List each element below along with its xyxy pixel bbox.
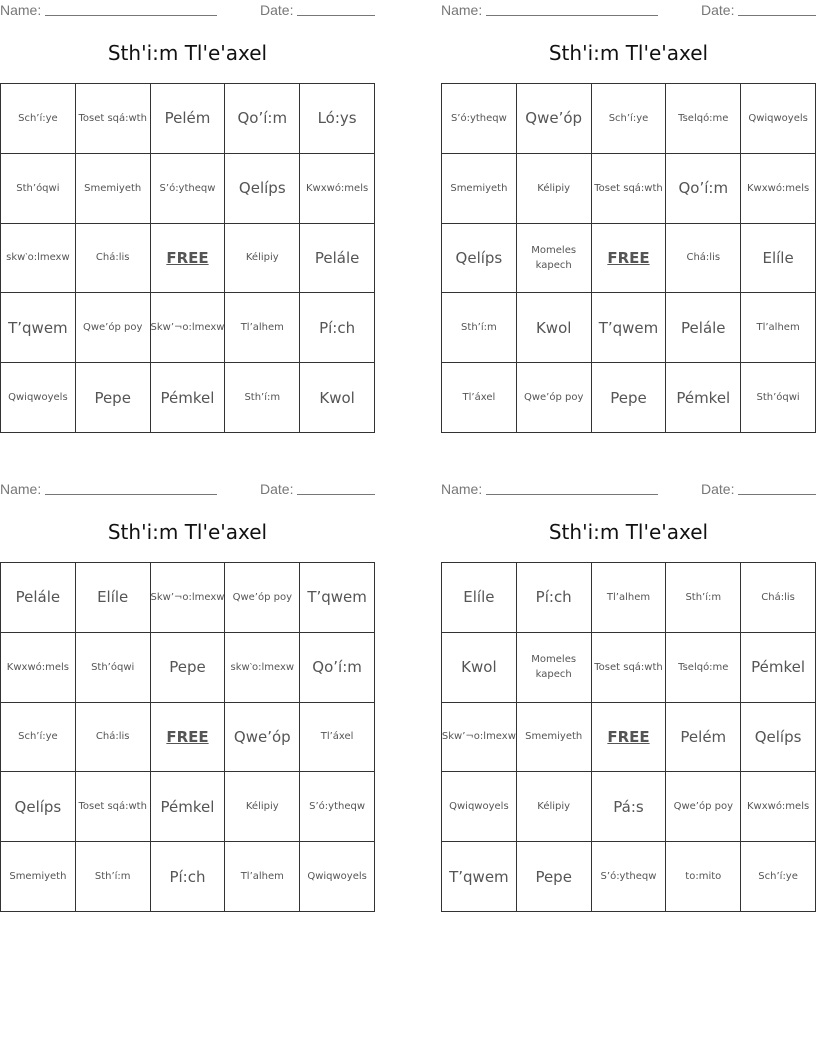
bingo-cell: Smemiyeth (442, 154, 517, 224)
card-header (441, 0, 816, 20)
bingo-cell: S’ó:ytheqw (300, 772, 375, 842)
date-line (297, 15, 375, 16)
bingo-cell: Kwol (300, 363, 375, 433)
bingo-cell: Chá:lis (666, 224, 741, 294)
name-line (486, 15, 658, 16)
bingo-cell: Smemiyeth (517, 703, 592, 773)
bingo-cell: Qwe’óp poy (76, 293, 151, 363)
bingo-cell: Pelém (666, 703, 741, 773)
bingo-cell: Qelíps (225, 154, 300, 224)
date-line (297, 494, 375, 495)
bingo-cell: Sth’í:m (666, 563, 741, 633)
bingo-cell: Elíle (741, 224, 816, 294)
free-space: FREE (151, 224, 226, 294)
bingo-cell: Pepe (517, 842, 592, 912)
bingo-cell: Pelále (300, 224, 375, 294)
name-label: Name: (441, 2, 483, 18)
bingo-cell: Momeles kapech (517, 633, 592, 703)
bingo-cell: Qwiqwoyels (442, 772, 517, 842)
bingo-cell: Kélipiy (225, 224, 300, 294)
bingo-cell: Tl’áxel (300, 703, 375, 773)
bingo-cell: Pémkel (741, 633, 816, 703)
card-title: Sth'i:m Tl'e'axel (548, 41, 709, 65)
bingo-cell: Sth’í:m (442, 293, 517, 363)
bingo-cell: Pepe (76, 363, 151, 433)
bingo-cell: Pí:ch (300, 293, 375, 363)
bingo-cell: Qwiqwoyels (1, 363, 76, 433)
bingo-cell: Tl’áxel (442, 363, 517, 433)
bingo-cell: Skw’¬o:lmexw (151, 293, 226, 363)
date-label: Date: (260, 481, 294, 497)
bingo-cell: Pepe (592, 363, 667, 433)
free-space: FREE (592, 703, 667, 773)
card-header (0, 0, 375, 20)
bingo-cell: Elíle (442, 563, 517, 633)
bingo-cell: Qelíps (442, 224, 517, 294)
bingo-cell: Sth’í:m (76, 842, 151, 912)
card-header (441, 479, 816, 499)
bingo-cell: S’ó:ytheqw (151, 154, 226, 224)
bingo-cell: Sch’í:ye (1, 703, 76, 773)
bingo-cell: Pepe (151, 633, 226, 703)
date-label: Date: (260, 2, 294, 18)
bingo-cell: Qo’í:m (225, 84, 300, 154)
bingo-cell: Qo’í:m (300, 633, 375, 703)
bingo-cell: Tselqó:me (666, 633, 741, 703)
bingo-cell: Pí:ch (151, 842, 226, 912)
bingo-cell: Skw’¬o:lmexw (442, 703, 517, 773)
name-line (45, 15, 217, 16)
bingo-cell: Toset sqá:wth (76, 84, 151, 154)
bingo-cell: Kélipiy (517, 772, 592, 842)
bingo-grid (441, 562, 816, 912)
bingo-cell: Pelém (151, 84, 226, 154)
bingo-cell: Kwol (517, 293, 592, 363)
bingo-cell: Qwe’óp poy (666, 772, 741, 842)
date-line (738, 494, 816, 495)
bingo-cell: T’qwem (442, 842, 517, 912)
bingo-cell: skw‵o:lmexw (225, 633, 300, 703)
bingo-cell: Qelíps (1, 772, 76, 842)
bingo-cell: Pémkel (151, 363, 226, 433)
bingo-cell: Qwiqwoyels (300, 842, 375, 912)
bingo-cell: skw‵o:lmexw (1, 224, 76, 294)
bingo-cell: Toset sqá:wth (592, 154, 667, 224)
bingo-cell: Qwe’óp poy (517, 363, 592, 433)
bingo-grid (0, 562, 375, 912)
free-space: FREE (592, 224, 667, 294)
bingo-cell: Qo’í:m (666, 154, 741, 224)
bingo-cell: Tl’alhem (225, 293, 300, 363)
bingo-cell: Pémkel (151, 772, 226, 842)
bingo-cell: Toset sqá:wth (76, 772, 151, 842)
bingo-cell: Sth’óqwi (1, 154, 76, 224)
bingo-cell: S’ó:ytheqw (592, 842, 667, 912)
bingo-cell: Skw’¬o:lmexw (151, 563, 226, 633)
bingo-cell: Ló:ys (300, 84, 375, 154)
bingo-cell: Qwe’óp (225, 703, 300, 773)
bingo-cell: Sch’í:ye (741, 842, 816, 912)
date-label: Date: (701, 481, 735, 497)
bingo-cell: Pá:s (592, 772, 667, 842)
bingo-cell: Qwe’óp poy (225, 563, 300, 633)
bingo-cell: Kélipiy (517, 154, 592, 224)
bingo-cell: T’qwem (592, 293, 667, 363)
bingo-cell: Kwxwó:mels (741, 154, 816, 224)
bingo-cell: Elíle (76, 563, 151, 633)
bingo-cell: Chá:lis (76, 703, 151, 773)
bingo-cell: Kwxwó:mels (741, 772, 816, 842)
bingo-grid (441, 83, 816, 433)
bingo-cell: Sch’í:ye (592, 84, 667, 154)
bingo-cell: Toset sqá:wth (592, 633, 667, 703)
bingo-cell: Pelále (666, 293, 741, 363)
card-title: Sth'i:m Tl'e'axel (107, 520, 268, 544)
name-label: Name: (0, 2, 42, 18)
bingo-cell: Kélipiy (225, 772, 300, 842)
bingo-cell: Smemiyeth (76, 154, 151, 224)
bingo-cell: Qwe’óp (517, 84, 592, 154)
bingo-cell: Tl’alhem (592, 563, 667, 633)
card-title: Sth'i:m Tl'e'axel (548, 520, 709, 544)
bingo-cell: Qelíps (741, 703, 816, 773)
bingo-cell: Sth’óqwi (76, 633, 151, 703)
bingo-cell: Sth’óqwi (741, 363, 816, 433)
name-line (486, 494, 658, 495)
bingo-cell: Pémkel (666, 363, 741, 433)
bingo-cell: Kwxwó:mels (300, 154, 375, 224)
bingo-grid (0, 83, 375, 433)
bingo-cell: T’qwem (1, 293, 76, 363)
bingo-cell: Chá:lis (741, 563, 816, 633)
bingo-cell: Smemiyeth (1, 842, 76, 912)
name-label: Name: (0, 481, 42, 497)
date-line (738, 15, 816, 16)
bingo-cell: Sch’í:ye (1, 84, 76, 154)
date-label: Date: (701, 2, 735, 18)
bingo-cell: Pelále (1, 563, 76, 633)
free-space: FREE (151, 703, 226, 773)
name-label: Name: (441, 481, 483, 497)
bingo-cell: to:mito (666, 842, 741, 912)
name-line (45, 494, 217, 495)
bingo-cell: T’qwem (300, 563, 375, 633)
bingo-cell: Momeles kapech (517, 224, 592, 294)
card-header (0, 479, 375, 499)
card-title: Sth'i:m Tl'e'axel (107, 41, 268, 65)
bingo-cell: Chá:lis (76, 224, 151, 294)
bingo-cell: Sth’í:m (225, 363, 300, 433)
bingo-cell: Kwxwó:mels (1, 633, 76, 703)
bingo-cell: Tselqó:me (666, 84, 741, 154)
bingo-cell: Pí:ch (517, 563, 592, 633)
bingo-cell: S’ó:ytheqw (442, 84, 517, 154)
bingo-cell: Kwol (442, 633, 517, 703)
bingo-cell: Tl’alhem (225, 842, 300, 912)
bingo-cell: Qwiqwoyels (741, 84, 816, 154)
bingo-cell: Tl’alhem (741, 293, 816, 363)
